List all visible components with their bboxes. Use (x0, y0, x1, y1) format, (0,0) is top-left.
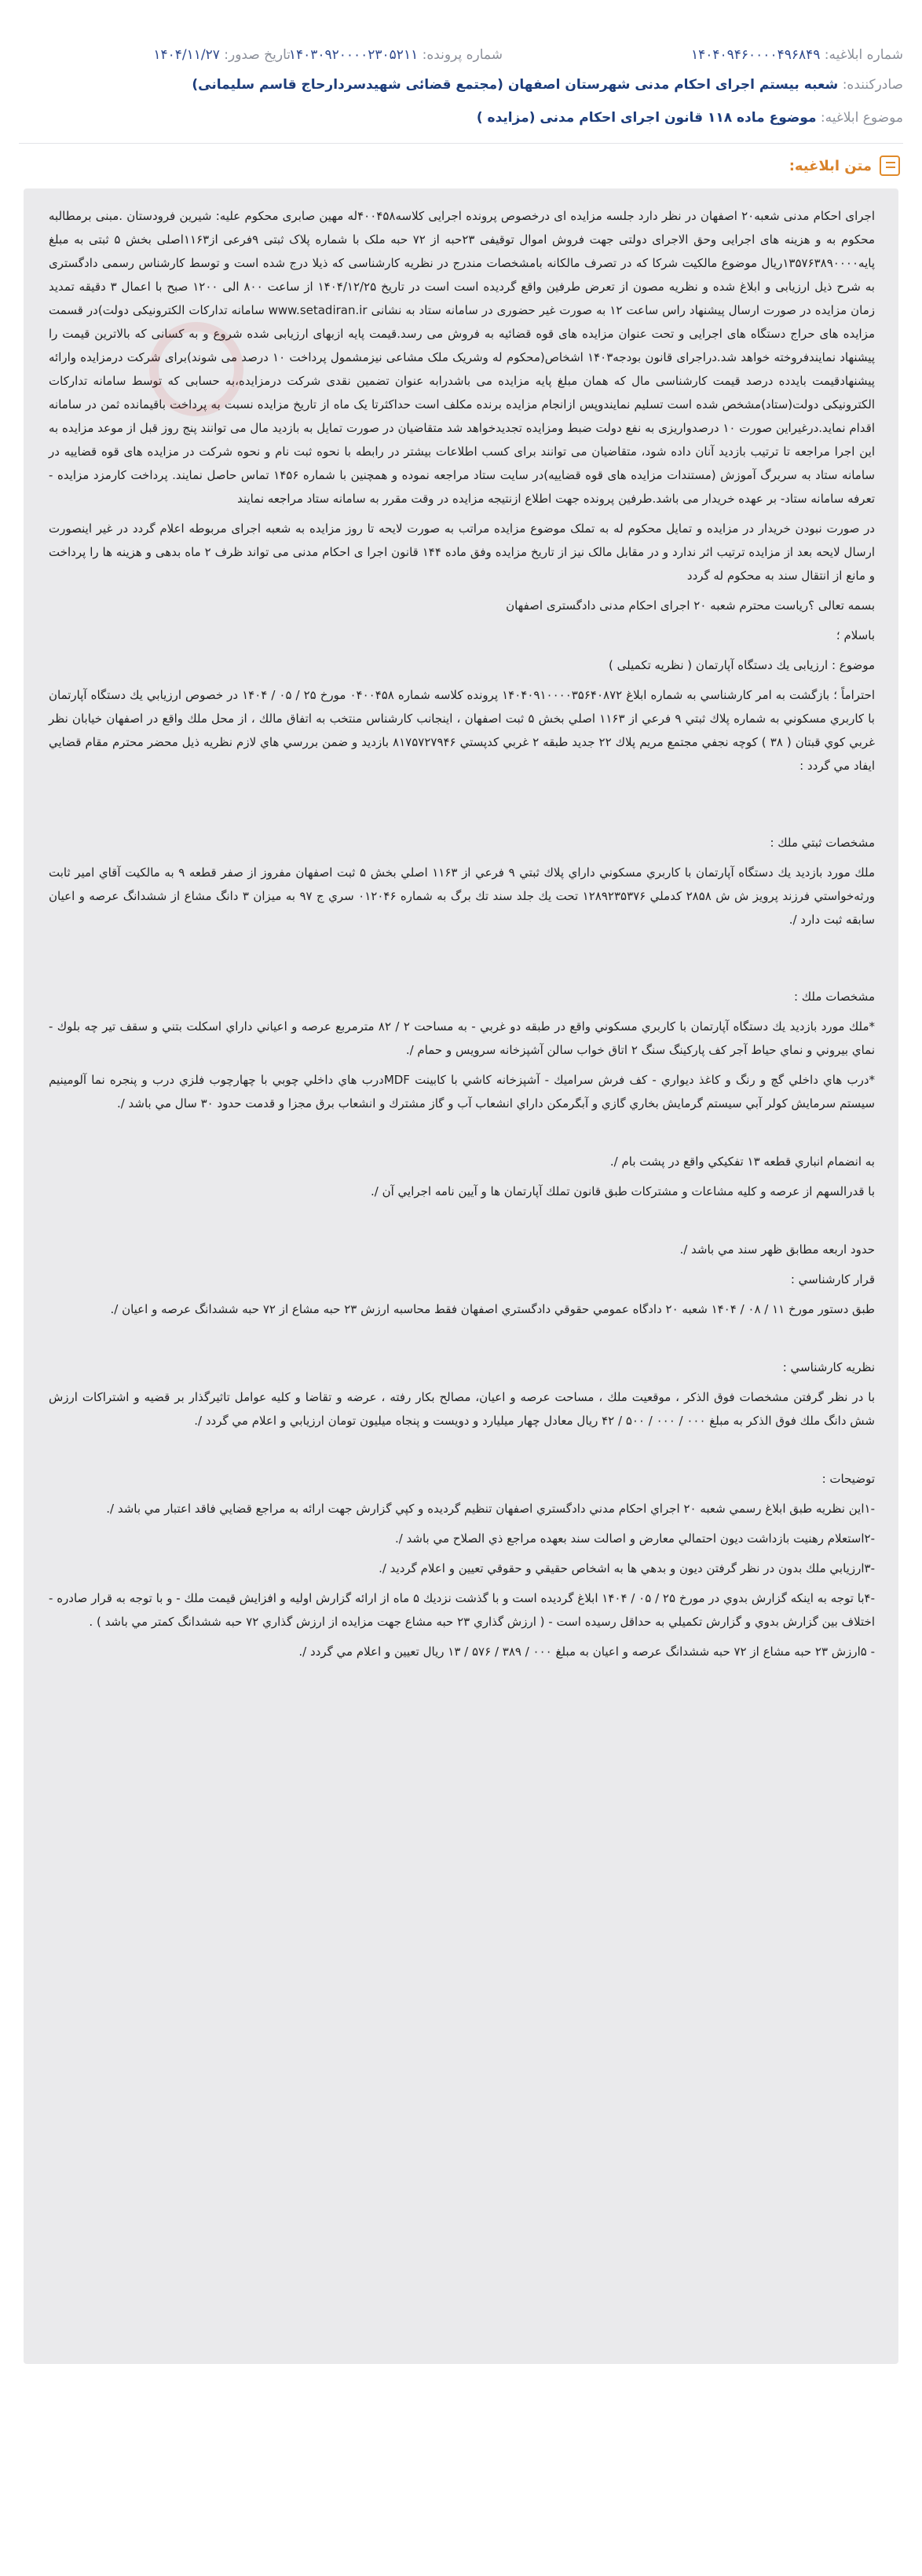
body-paragraph-16: طبق دستور مورخ ۱۱ / ۰۸ / ۱۴۰۴ شعبه ۲۰ دادگاه عمومي حقوقي دادگستري اصفهان فقط محاسبه ارزش ۲۳ حبه مشاع از ۷۲ حبه ششدانگ عرصه و اعيان /. (110, 1302, 875, 1316)
body-paragraph-19: توضيحات : (821, 1472, 875, 1486)
body-paragraph-12: به انضمام انباري قطعه ۱۳ تفكيكي واقع در پشت بام /. (609, 1154, 875, 1169)
issuer-label: صادرکننده: (842, 77, 903, 93)
section-heading (789, 154, 900, 177)
notice-body (24, 188, 898, 2364)
body-paragraph-8: ملك مورد بازديد يك دستگاه آپارتمان با كاربري مسكوني داراي پلاك ثبتي ۹ فرعي از ۱۱۶۳ اصلي بخش ۵ ثبت اصفهان مفروز از صفر قطعه ۹ به مالكيت آقاي امير ثابت ورثه‌خواستي فرزند پرويز ش ش ۲۸۵۸ كدملي ۱۲۸۹۲۳۵۳۷۶ تحت يك جلد سند تك برگ به شماره ۰۱۲۰۴۶ سري ج ۹۷ به ميزان ۳ دانگ مشاع از ششدانگ عرصه و اعيان سابقه ثبت دارد /. (49, 865, 875, 927)
body-paragraph-21: -۲استعلام رهنيت بازداشت ديون احتمالي معارض و اصالت سند بعهده مراجع ذي الصلاح مي باشد /. (394, 1531, 875, 1546)
issue-date-label: تاریخ صدور: (224, 47, 291, 63)
notice-number-label: شماره ابلاغیه: (824, 47, 903, 63)
spacer (49, 1439, 875, 1467)
document-icon (880, 156, 900, 176)
body-paragraph-10: *ملك مورد بازديد يك دستگاه آپارتمان با كاربري مسكوني واقع در طبقه دو غربي - به مساحت ۲ / ۸۲ مترمربع عرصه و اعياني داراي اسكلت بتني و سقف تير چه بلوك - نماي بيروني و نماي حياط آجر كف پاركينگ سنگ ۲ اتاق خواب سالن آشپزخانه سرويس و حمام /. (49, 1019, 875, 1057)
body-paragraph-2: در صورت نبودن خریدار در مزایده و تمایل محکوم له به تملک موضوع مزایده مراتب به صورت لایحه تا روز مزایده به شعبه اجرای مربوطه اعلام گردد در غیر اینصورت ارسال لایحه بعد از مزایده ترتیب اثر ندارد و در مقابل مالک نیز از تاریخ مزایده وفق ماده ۱۴۴ قانون اجرا ی احکام مدنی می تواند ظرف ۲ ماه بدهی و هزینه ها را پرداخت و مانع از انتقال سند به محکوم له گردد (49, 521, 876, 583)
body-paragraph-15: قرار كارشناسي : (790, 1272, 875, 1286)
header-divider (19, 143, 903, 144)
subject-value: موضوع ماده ۱۱۸ قانون اجرای احکام مدنی (مزایده ) (476, 110, 817, 126)
spacer (49, 784, 875, 831)
case-number-label: شماره پرونده: (422, 47, 503, 63)
body-paragraph-20: -۱اين نظريه طبق ابلاغ رسمي شعبه ۲۰ اجراي احكام مدني دادگستري اصفهان تنظيم گرديده و كپي گزارش جهت ارائه به مراجع قضايي فاقد اعتبار مي باشد /. (106, 1502, 875, 1516)
body-paragraph-5: موضوع : ارزیابی یك دستگاه آپارتمان ( نظریه تکمیلی ) (609, 658, 875, 672)
spacer (49, 1327, 875, 1356)
notice-header (0, 0, 922, 141)
spacer (49, 1209, 875, 1238)
body-paragraph-7: مشخصات ثبتي ملك : (770, 836, 875, 850)
body-paragraph-23: -۴با توجه به اينكه گزارش بدوي در مورخ ۲۵ / ۰۵ / ۱۴۰۴ ابلاغ گرديده است و با گذشت نزديك ۵ ماه از ارائه گزارش اوليه و افزايش قيمت ملك - و با توجه به قرار صادره - اختلاف بين گزارش بدوي و گزارش تكميلي به حداقل رسيده است - ( ارزش گذاري ۲۳ حبه مشاع جهت مزايده از ارزش گذاري ۷۲ حبه ششدانگ كمتر مي باشد ) . (49, 1591, 875, 1629)
section-title: متن ابلاغیه: (788, 157, 872, 174)
body-paragraph-17: نظريه كارشناسي : (782, 1360, 875, 1374)
issue-date (153, 47, 291, 63)
body-paragraph-3: بسمه تعالی ؟ریاست محترم شعبه ۲۰ اجرای احکام مدنی دادگستری اصفهان (506, 598, 875, 613)
body-paragraph-1: اجرای احکام مدنی شعبه۲۰ اصفهان در نظر دارد جلسه مزایده ای درخصوص پرونده اجرایی کلاسه۴۰۰۴۵۸له مهین صابری محکوم علیه: شیرین فرودستان .مبنی برمطالبه محکوم به و هزینه های اجرایی وحق الاجرای دولتی جهت فروش اموال توقیفی ۲۳حبه از ۷۲ حبه ملک با شماره پلاک ثبتی ۹فرعی از۱۱۶۳اصلی بخش ۵ ثبتی به مبلغ پایه۱۳۵۷۶۳۸۹۰۰۰۰ریال موضوع مالکیت شرکا که در تصرف مالکانه بامشخصات مندرج در نظریه کارشناسی که ذیلا درج شده است و توسط کارشناس رسمی دادگستری به شرح ذیل ارزیابی و ابلاغ شده و نظریه مصون از تعرض طرفین واقع گردیده است است در تاریخ ۱۴۰۴/۱۲/۲۵ از ساعت ۸۰۰ الی ۱۲۰۰ صبح با اعمال ۳ دقیقه تمدید زمان مزایده در صورت ارسال پیشنهاد راس ساعت ۱۲ به صورت غیر حضوری در سامانه ستاد به نشانی www.setadiran.ir سامانه تدارکات الکترونیکی دولت)در قسمت مزایده های حراج دستگاه های اجرایی و تحت عنوان مزایده های قوه قضائیه به فروش می رسد.قیمت پایه ازبهای ارزیابی شده شروع و به کسانی که بالاترین قیمت را پیشنهاد نمایندفروخته خواهد شد.دراجرای قانون بودجه۱۴۰۳ اشخاص(محکوم له وشریک ملک مشاعی نیزمشمول پرداخت ۱۰ درصد می شوند)برای شرکت درمزایده وارائه پیشنهادقیمت بایدده درصد قیمت کارشناسی مال که همان مبلغ پایه مزایده می باشدرابه عنوان تضمین نقدی شرکت درمزایده،به حسابی که توسط سامانه تدارکات الکترونیکی دولت(ستاد)مشخص شده است تسلیم نمایندوپس ازانجام مزایده برنده مکلف است حداکثرتا یک ماه از تاریخ مزایده نسبت به پرداخت باقیمانده ثمن در سامانه اقدام نماید.درغیراین صورت ۱۰ درصدواریزی به نفع دولت ضبط ومزایده تجدیدخواهد شد متقاضیان در صورت تمایل به بازدید مال می توانند پنج روز قبل از موعد مزایده به این اجرا مراجعه تا ترتیب بازدید آنان داده شود، متقاضیان می توانند برای کسب اطلاعات بیشتر در رابطه با نحوه ثبت نام و نحوه شرکت در مزایده های قوه قضاییه در سامانه ستاد به سربرگ آموزش (مستندات مزایده های قوه قضاییه)در سایت ستاد مراجعه نموده و همچنین با شماره ۱۴۵۶ تماس حاصل نمایند. پرداخت کارمزد مزایده - تعرفه سامانه ستاد- بر عهده خریدار می باشد.طرفین پرونده جهت اطلاع ازنتیجه مزایده در وقت مقرر به سامانه ستاد مراجعه نمایند (49, 209, 875, 506)
case-number-value: ۱۴۰۳۰۹۲۰۰۰۰۲۳۰۵۲۱۱ (288, 47, 419, 63)
body-paragraph-18: با در نظر گرفتن مشخصات فوق الذكر ، موقعيت ملك ، مساحت عرصه و اعيان، مصالح بكار رفته ، عرضه و تقاضا و كليه عوامل تاثيرگذار بر قضيه و اشتراكات ارزش شش دانگ ملك فوق الذكر به مبلغ ۰۰۰ / ۰۰۰ / ۵۰۰ / ۴۲ ريال معادل چهار ميليارد و دويست و پنجاه ميليون تومان ارزيابي و اعلام مي گردد /. (49, 1390, 875, 1428)
case-number (289, 47, 503, 63)
body-paragraph-4: باسلام ؛ (836, 628, 875, 642)
notice-number-value: ۱۴۰۴۰۹۴۶۰۰۰۰۴۹۶۸۴۹ (691, 47, 821, 63)
notice-number (691, 47, 903, 63)
issue-date-value: ۱۴۰۴/۱۱/۲۷ (153, 47, 220, 63)
spacer (49, 1122, 875, 1150)
body-paragraph-13: با قدرالسهم از عرصه و كليه مشاعات و مشتركات طبق قانون تملك آپارتمان ها و آيين نامه اجرايي آن /. (371, 1184, 875, 1198)
body-paragraph-14: حدود اربعه مطابق ظهر سند مي باشد /. (679, 1242, 875, 1257)
body-paragraph-9: مشخصات ملك : (793, 990, 875, 1004)
body-paragraph-24: - ۵ارزش ۲۳ حبه مشاع از ۷۲ حبه ششدانگ عرصه و اعيان به مبلغ ۰۰۰ / ۳۸۹ / ۵۷۶ / ۱۳ ريال تعيين و اعلام مي گردد /. (298, 1645, 875, 1659)
subject-row (477, 110, 903, 126)
issuer-value: شعبه بیستم اجرای احکام مدنی شهرستان اصفهان (مجتمع قضائی شهیدسردارحاج قاسم سلیمانی) (192, 77, 839, 93)
body-paragraph-22: -۳ارزيابي ملك بدون در نظر گرفتن ديون و بدهي ها به اشخاص حقيقي و حقوقي تعيين و اعلام گرديد /. (379, 1561, 875, 1575)
body-paragraph-11: *درب هاي داخلي گچ و رنگ و كاغذ ديواري - كف فرش سراميك - آشپزخانه كاشي با كابينت MDFدرب هاي داخلي چوبي با چهارچوب فلزي درب و پنجره نما آلومينيم سيستم سرمايش كولر آبي سيستم گرمايش بخاري گازي و آبگرمكن داراي انشعاب آب و گاز مشترك و انشعاب برق مجزا و قدمت حدود ۳۰ سال مي باشد /. (49, 1073, 875, 1111)
subject-label: موضوع ابلاغیه: (820, 110, 903, 126)
spacer (49, 938, 875, 985)
meta-row (19, 47, 903, 66)
body-paragraph-6: احتراماً ؛ بازگشت به امر كارشناسي به شماره ابلاغ ۱۴۰۴۰۹۱۰۰۰۰۳۵۶۴۰۸۷۲ پرونده كلاسه شماره ۰۴۰۰۴۵۸ مورخ ۲۵ / ۰۵ / ۱۴۰۴ در خصوص ارزيابي یك دستگاه آپارتمان با كاربري مسكوني به شماره پلاك ثبتي ۹ فرعي از ۱۱۶۳ اصلي بخش ۵ ثبت اصفهان ، اينجانب كارشناس منتخب به اتفاق مالك ، از محل ملك واقع در اصفهان خيابان نظر غربي كوي قبتان ( ۳۸ ) کوچه نجفي مجتمع مریم پلاك ۲۲ جدید طبقه ۲ غربي كدپستي ۸۱۷۵۷۲۷۹۴۶ بازديد و ضمن بررسي هاي لازم نظريه ذيل محضر محترم مقام قضايي ايفاد مي گردد : (49, 688, 876, 773)
issuer-row (192, 77, 903, 93)
